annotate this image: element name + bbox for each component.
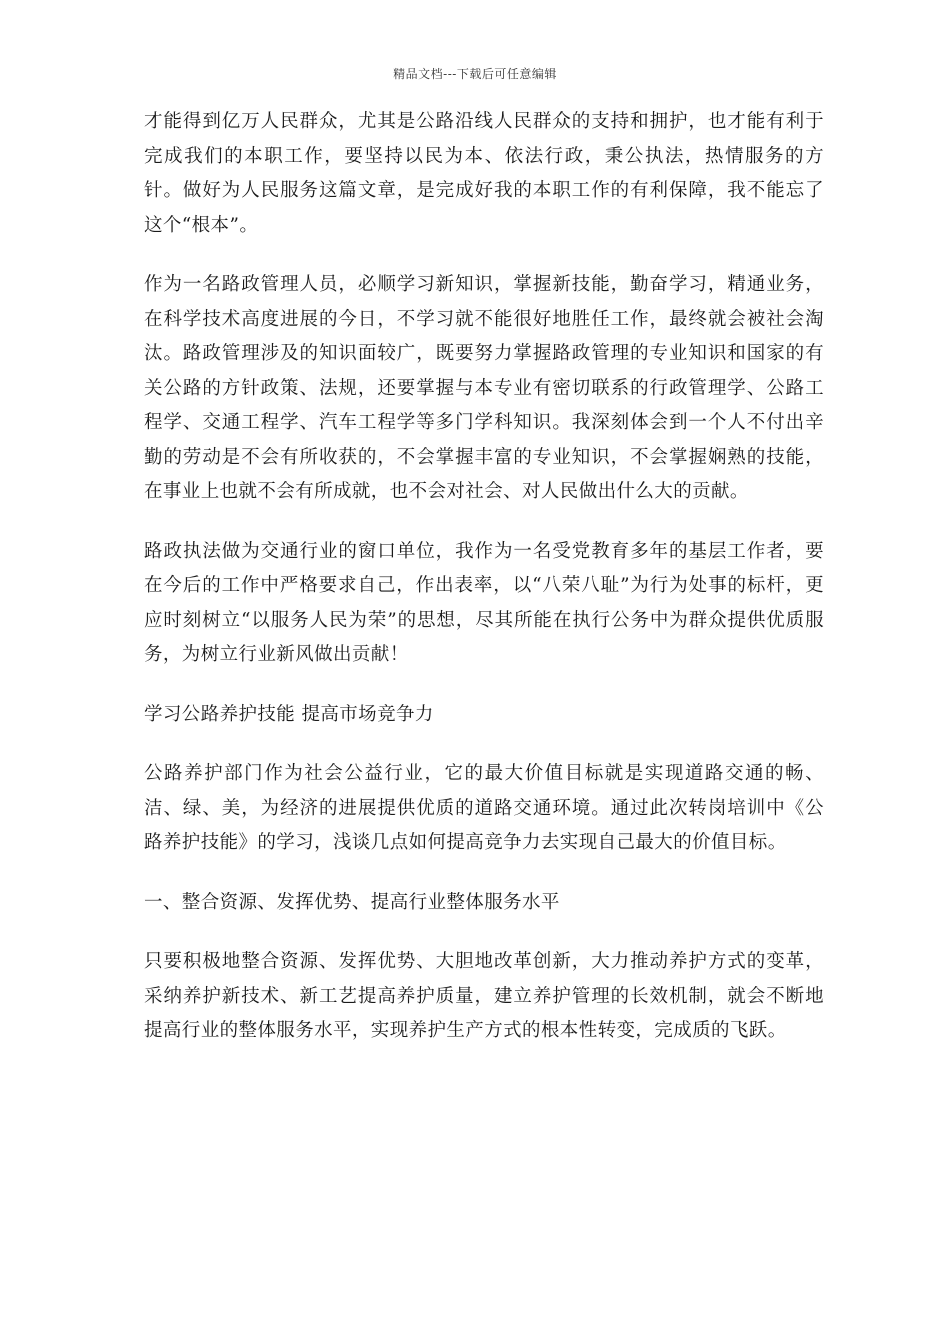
paragraph-3: 路政执法做为交通行业的窗口单位，我作为一名受党教育多年的基层工作者，要在今后的工作中严格要求自己，作出表率，以“八荣八耻”为行为处事的标杆，更应时刻树立“以服务人民为荣”的思想，尽其所能在执行公务中为群众提供优质服务，为树立行业新风做出贡献！ (144, 540, 824, 665)
paragraph-2: 作为一名路政管理人员，必顺学习新知识，掌握新技能，勤奋学习，精通业务，在科学技术高度进展的今日，不学习就不能很好地胜任工作，最终就会被社会淘汰。路政管理涉及的知识面较广，既要努力掌握路政管理的专业知识和国家的有关公路的方针政策、法规，还要掌握与本专业有密切联系的行政管理学、公路工程学、交通工程学、汽车工程学等多门学科知识。我深刻体会到一个人不付出辛勤的劳动是不会有所收获的，不会掌握丰富的专业知识，不会掌握娴熟的技能，在事业上也就不会有所成就，也不会对社会、对人民做出什么大的贡献。 (144, 274, 824, 502)
document-body (144, 105, 824, 1074)
page-header: 精品文档---下载后可任意编辑 (393, 67, 557, 81)
paragraph-4: 公路养护部门作为社会公益行业，它的最大价值目标就是实现道路交通的畅、洁、绿、美，为经济的进展提供优质的道路交通环境。通过此次转岗培训中《公路养护技能》的学习，浅谈几点如何提高竞争力去实现自己最大的价值目标。 (144, 763, 824, 853)
paragraph-5: 只要积极地整合资源、发挥优势、大胆地改革创新，大力推动养护方式的变革，采纳养护新技术、新工艺提高养护质量，建立养护管理的长效机制，就会不断地提高行业的整体服务水平，实现养护生产方式的根本性转变，完成质的飞跃。 (144, 951, 824, 1041)
section-heading-1: 一、整合资源、发挥优势、提高行业整体服务水平 (144, 891, 560, 913)
paragraph-1: 才能得到亿万人民群众，尤其是公路沿线人民群众的支持和拥护，也才能有利于完成我们的本职工作，要坚持以民为本、依法行政，秉公执法，热情服务的方针。做好为人民服务这篇文章，是完成好我的本职工作的有利保障，我不能忘了这个“根本”。 (144, 111, 824, 236)
article-title: 学习公路养护技能 提高市场竞争力 (144, 703, 434, 725)
